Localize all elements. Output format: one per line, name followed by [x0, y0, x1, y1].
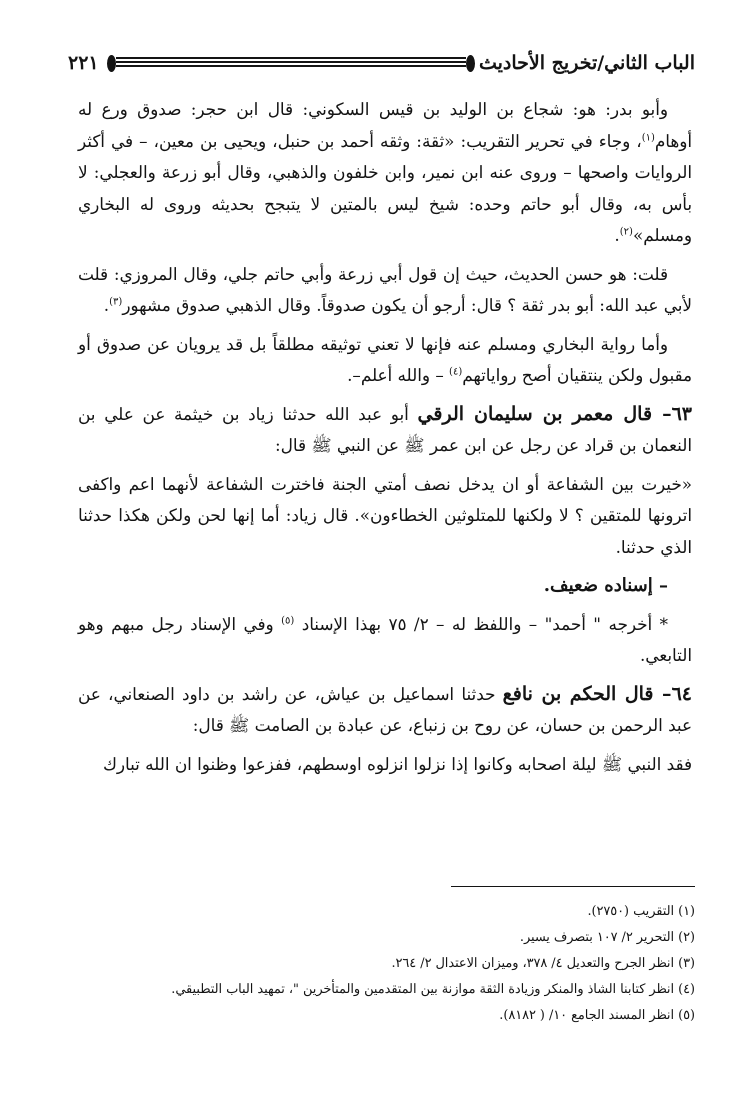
hadith-heading: ٦٤– قال الحكم بن نافع	[502, 682, 692, 705]
footnote-item: (١) التقريب (٢٧٥٠).	[587, 904, 695, 919]
text-run: ، وجاء في تحرير التقريب: «ثقة: وثقه أحمد بن حنبل، ويحيى بن معين، – في أكثر الروايات واصحها – وروى عنه ابن نمير، وابن خلفون والذهبي، وقال أبو زرعة والعجلي: لا بأس به، وقال أبو حاتم وحده: شيخ ليس بالمتين لا يتبجح بحديثه وروى له البخاري ومسلم»	[78, 130, 692, 245]
footnote-separator	[451, 886, 695, 887]
page-body	[78, 94, 692, 787]
text-run: وأبو بدر: هو: شجاع بن الوليد بن قيس السكوني: قال ابن حجر: صدوق ورع له أوهام	[78, 99, 692, 151]
text-run: .	[614, 225, 620, 245]
verdict-text: – إسناده ضعيف.	[543, 575, 668, 596]
footnote-item: (٥) انظر المسند الجامع ١٠/ ( ٨١٨٢).	[499, 1008, 695, 1023]
paragraph-abu-badr	[78, 94, 692, 252]
rule-knob-left	[107, 55, 116, 72]
rule-knob-right	[466, 55, 475, 72]
hadith-63	[78, 399, 692, 462]
footnote-ref: (٤)	[449, 366, 463, 378]
takhrij-note	[78, 609, 692, 672]
text-run: قلت: هو حسن الحديث، حيث إن قول أبي زرعة وأبي حاتم جلي، وقال المروزي: قلت لأبي عبد الله: أبو بدر ثقة ؟ قال: أرجو أن يكون صدوقاً. وقال الذهبي صدوق مشهور	[78, 263, 692, 315]
footnote-ref: (٥)	[281, 614, 295, 626]
page-number: ٢٢١	[68, 52, 99, 74]
header-ornament-rule	[107, 55, 475, 72]
footnote-item: (٤) انظر كتابنا الشاذ والمنكر وزيادة الثقة موازنة بين المتقدمين والمتأخرين "، تمهيد الباب التطبيقي.	[171, 982, 695, 997]
isnad-text: أبو عبد الله حدثنا زياد بن خيثمة عن علي بن النعمان بن قراد عن رجل عن ابن عمر ﷺ عن النبي ﷺ قال:	[78, 403, 692, 455]
running-title: الباب الثاني/تخريج الأحاديث	[478, 52, 695, 74]
text-run: * أخرجه " أحمد" – واللفظ له – ٢/ ٧٥ بهذا الإسناد	[294, 613, 668, 634]
footnote-ref: (١)	[641, 131, 655, 143]
footnote-item: (٢) التحرير ٢/ ١٠٧ بتصرف يسير.	[519, 930, 695, 945]
triple-rule	[116, 57, 466, 69]
footnote-item: (٣) انظر الجرح والتعديل ٤/ ٣٧٨، وميزان الاعتدال ٢/ ٢٦٤.	[391, 956, 695, 971]
hadith-63-matn: «خيرت بين الشفاعة أو ان يدخل نصف أمتي الجنة فاخترت الشفاعة لأنهما اعم واكفى اترونها للمتقين ؟ لا ولكنها للمتلوثين الخطاءون». قال زياد: أما إنها لحن ولكن هكذا حدثنا الذي حدثنا.	[78, 473, 692, 557]
footnote-ref: (٢)	[619, 226, 633, 238]
isnad-verdict	[78, 570, 692, 602]
isnad-text: حدثنا اسماعيل بن عياش، عن راشد بن داود الصنعاني، عن عبد الرحمن بن حسان، عن روح بن زنباع، عن عبادة بن الصامت ﷺ قال:	[78, 683, 692, 735]
hadith-64	[78, 679, 692, 742]
hadith-64-matn: فقد النبي ﷺ ليلة اصحابه وكانوا إذا نزلوا انزلوه اوسطهم، ففزعوا وظنوا ان الله تبارك	[103, 753, 692, 774]
page-header	[68, 50, 695, 76]
text-run: – والله أعلم–.	[347, 365, 450, 385]
text-run: .	[103, 295, 110, 315]
paragraph-bukhari-muslim	[78, 329, 692, 392]
paragraph-verdict-hasan	[78, 259, 692, 322]
footnote-ref: (٣)	[109, 296, 123, 308]
hadith-heading: ٦٣– قال معمر بن سليمان الرقي	[417, 402, 692, 425]
text-run: وفي الإسناد رجل مبهم وهو التابعي.	[78, 613, 692, 665]
text-run: وأما رواية البخاري ومسلم عنه فإنها لا تعني توثيقه مطلقاً بل قد يرويان عن صدوق أو مقبول ولكن ينتقيان أصح رواياتهم	[78, 333, 692, 385]
footnotes	[70, 899, 695, 1029]
